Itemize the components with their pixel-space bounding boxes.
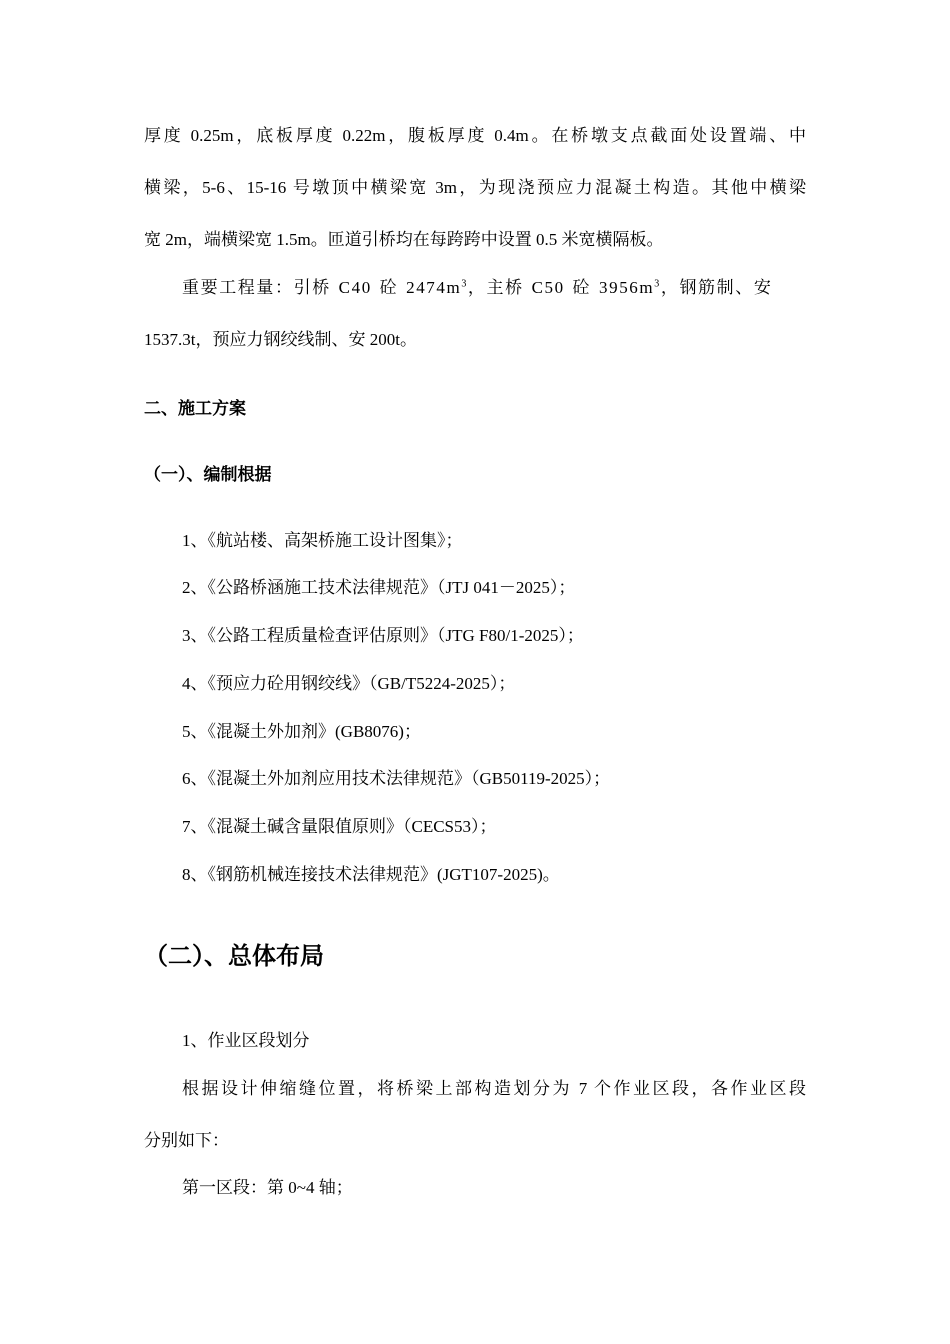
quantities-part-1: 重要工程量：引桥 C40 砼 2474m [182,278,462,297]
layout-item-1-title: 1、作业区段划分 [182,1031,310,1050]
basis-item-7: 7、《混凝土碱含量限值原则》（CECS53）； [182,817,497,836]
section-2-title: 二、施工方案 [144,399,246,419]
quantities-unit-superscript-1: 3 [461,278,468,290]
quantities-part-3: ，钢筋制、安 [660,278,773,297]
layout-paragraph-line-1: 根据设计伸缩缝位置，将桥梁上部构造划分为 7 个作业区段，各作业区段 [182,1079,806,1098]
basis-item-5: 5、《混凝土外加剂》(GB8076)； [182,722,421,741]
quantities-line-1 [182,276,806,300]
basis-item-4: 4、《预应力砼用钢绞线》（GB/T5224-2025）； [182,674,516,693]
basis-item-1: 1、《航站楼、高架桥施工设计图集》； [182,531,463,550]
basis-item-8: 8、《钢筋机械连接技术法律规范》(JGT107-2025)。 [182,865,560,884]
basis-item-2: 2、《公路桥涵施工技术法律规范》（JTJ 041－2025）； [182,578,576,597]
intro-line-2: 横梁，5-6、15-16 号墩顶中横梁宽 3m，为现浇预应力混凝土构造。其他中横梁 [144,178,806,197]
intro-line-3: 宽 2m，端横梁宽 1.5m。匝道引桥均在每跨跨中设置 0.5 米宽横隔板。 [144,230,664,249]
subsection-2-title: （二）、总体布局 [144,942,324,970]
basis-item-3: 3、《公路工程质量检查评估原则》（JTG F80/1-2025）； [182,626,584,645]
quantities-part-2: ，主桥 C50 砼 3956m [467,278,655,297]
layout-paragraph-line-2: 分别如下： [144,1131,229,1150]
zone-1-text: 第一区段：第 0~4 轴； [182,1178,353,1197]
intro-line-1: 厚度 0.25m，底板厚度 0.22m，腹板厚度 0.4m。在桥墩支点截面处设置端、中 [144,126,806,145]
basis-item-6: 6、《混凝土外加剂应用技术法律规范》（GB50119-2025）； [182,769,611,788]
quantities-line-2: 1537.3t，预应力钢绞线制、安 200t。 [144,330,417,349]
quantities-unit-superscript-2: 3 [654,278,661,290]
subsection-1-title: （一）、编制根据 [144,465,272,485]
